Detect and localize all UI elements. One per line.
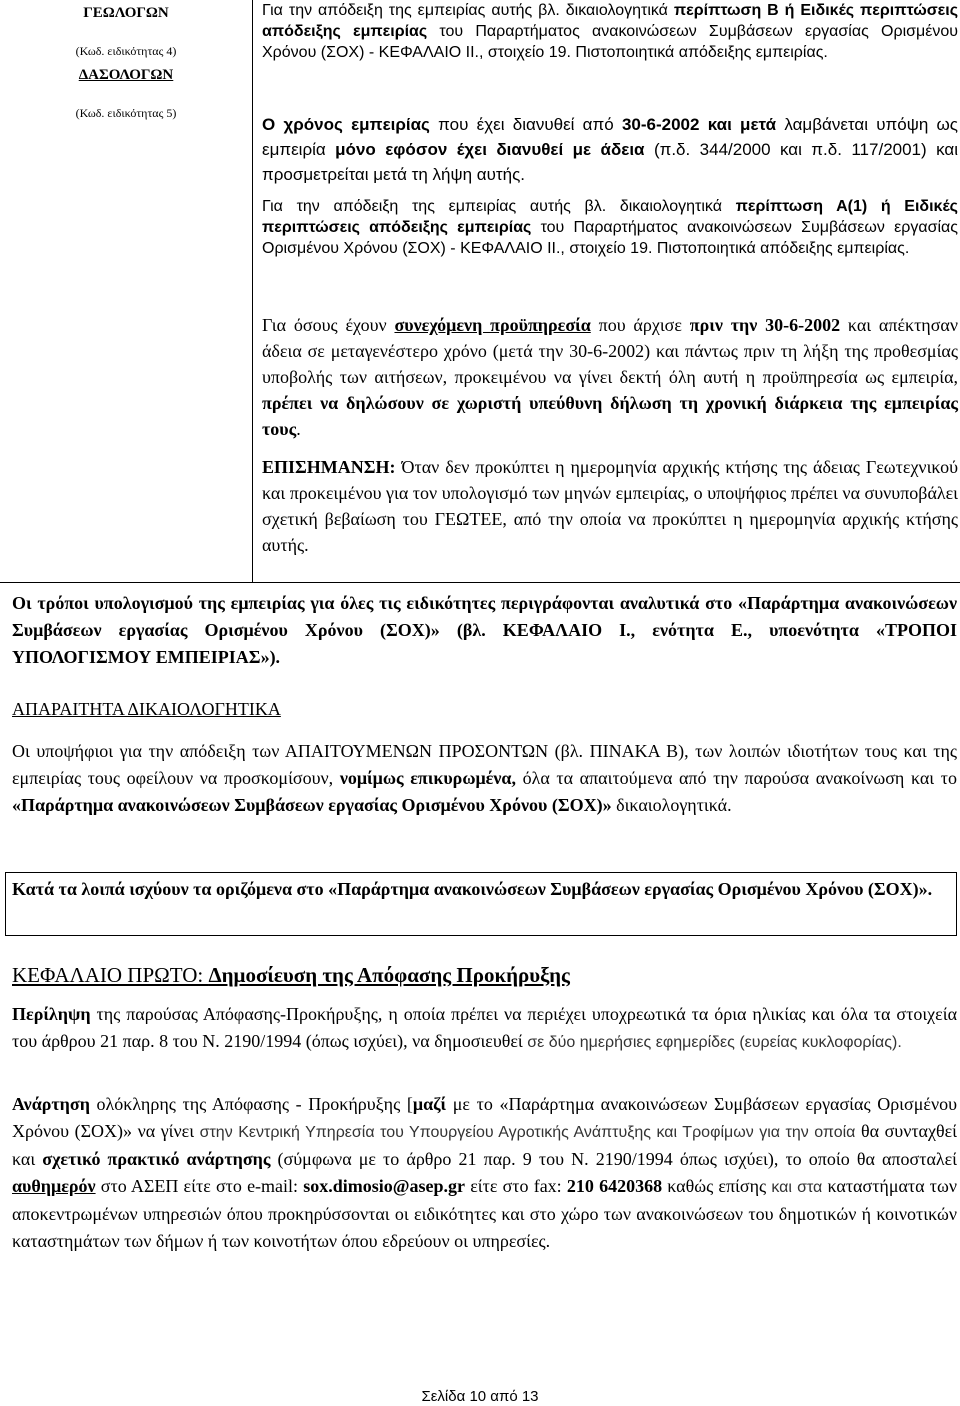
posting-paragraph: Ανάρτηση ολόκληρης της Απόφασης - Προκήρυξης [μαζί με το «Παράρτημα ανακοινώσεων Συμβάσεων εργασίας Ορισμένου Χρόνου (ΣΟΧ)» να γίνει στην Κεντρική Υπηρεσία του Υπουργείου Αγροτικής Ανάπτυξης και Τροφίμων για την οποία θα συνταχθεί και σχετικό πρακτικό ανάρτησης (σύμφωνα με το άρθρο 21 παρ. 9 του Ν. 2190/1994 όπως ισχύει), το οποίο θα αποσταλεί αυθημερόν στο ΑΣΕΠ είτε στο e-mail: sox.dimosio@asep.gr είτε στο fax: 210 6420368 καθώς επίσης και στα καταστήματα των αποκεντρωμένων υπηρεσιών όπου προκηρύσσονται οι ειδικότητες και στο χώρο των ανακοινώσεων του δημοτικών ή κοινοτικών καταστημάτων των δήμων ή των κοινοτήτων όπου εδρεύουν οι υπηρεσίες. <box>12 1094 958 1251</box>
calculation-methods: Οι τρόποι υπολογισμού της εμπειρίας για όλες τις ειδικότητες περιγράφονται αναλυτικά στο «Παράρτημα ανακοινώσεων Συμβάσεων εργασίας Ορισμένου Χρόνου (ΣΟΧ)» (βλ. ΚΕΦΑΛΑΙΟ Ι., ενότητα Ε., υποενότητα «ΤΡΟΠΟΙ ΥΠΟΛΟΓΙΣΜΟΥ ΕΜΠΕΙΡΙΑΣ»). <box>12 593 957 667</box>
experience-license-note: Ο χρόνος εμπειρίας που έχει διανυθεί από 30-6-2002 και μετά λαμβάνεται υπόψη ως εμπειρία μόνο εφόσον έχει διανυθεί με άδεια (π.δ. 344/2000 και π.δ. 117/2001) και προσμετρείται μετά τη λήψη αυτής. <box>262 115 958 184</box>
specialty-foresters: ΔΑΣΟΛΟΓΩΝ <box>78 67 174 83</box>
experience-proof-b: Για την απόδειξη της εμπειρίας αυτής βλ. δικαιολογητικά περίπτωση Β ή Ειδικές περιπτώσεις απόδειξης εμπειρίας του Παραρτήματος ανακοινώσεων Συμβάσεων εργασίας Ορισμένου Χρόνου (ΣΟΧ) - ΚΕΦΑΛΑΙΟ ΙΙ., στοιχείο 19. Πιστοποιητικά απόδειξης εμπειρίας. <box>262 2 959 61</box>
boxed-note-text: Κατά τα λοιπά ισχύουν τα οριζόμενα στο «Παράρτημα ανακοινώσεων Συμβάσεων εργασίας Ορισμένου Χρόνου (ΣΟΧ)». <box>12 879 933 899</box>
geotee-notice: ΕΠΙΣΗΜΑΝΣΗ: Όταν δεν προκύπτει η ημερομηνία αρχικής κτήσης της άδειας Γεωτεχνικού και προκειμένου για τον υπολογισμό των μηνών εμπειρίας, ο υποψήφιος πρέπει να συνυποβάλει σχετική βεβαίωση του ΓΕΩΤΕΕ, από την οποία να προκύπτει η ημερομηνία αρχικής κτήσης αυτής. <box>262 457 958 555</box>
specialty-column <box>0 0 253 582</box>
continuous-service-note: Για όσους έχουν συνεχόμενη προϋπηρεσία που άρχισε πριν την 30-6-2002 και απέκτησαν άδεια σε μεταγενέστερο χρόνο (μετά την 30-6-2002) και πάντως πριν τη λήξη της προθεσμίας υποβολής των αιτήσεων, προκειμένου να γίνει δεκτή όλη αυτή η προϋπηρεσία ως εμπειρία, πρέπει να δηλώσουν σε χωριστή υπεύθυνη δήλωση τη χρονική διάρκεια της εμπειρίας τους. <box>262 315 958 439</box>
experience-proof-a1: Για την απόδειξη της εμπειρίας αυτής βλ. δικαιολογητικά περίπτωση Α(1) ή Ειδικές περιπτώσεις απόδειξης εμπειρίας του Παραρτήματος ανακοινώσεων Συμβάσεων εργασίας Ορισμένου Χρόνου (ΣΟΧ) - ΚΕΦΑΛΑΙΟ ΙΙ., στοιχείο 19. Πιστοποιητικά απόδειξης εμπειρίας. <box>262 198 959 257</box>
specialty-code-5: (Κωδ. ειδικότητας 5) <box>75 106 177 120</box>
required-documents-text: Οι υποψήφιοι για την απόδειξη των ΑΠΑΙΤΟΥΜΕΝΩΝ ΠΡΟΣΟΝΤΩΝ (βλ. ΠΙΝΑΚΑ Β), των λοιπών ιδιοτήτων τους και της εμπειρίας τους οφείλουν να προσκομίσουν, νομίμως επικυρωμένα, όλα τα απαιτούμενα από την παρούσα ανακοίνωση και το «Παράρτημα ανακοινώσεων Συμβάσεων εργασίας Ορισμένου Χρόνου (ΣΟΧ)» δικαιολογητικά. <box>12 741 957 815</box>
summary-paragraph: Περίληψη της παρούσας Απόφασης-Προκήρυξης, η οποία πρέπει να περιέχει υποχρεωτικά τα όρια ηλικίας και όλα τα στοιχεία του άρθρου 21 παρ. 8 του Ν. 2190/1994 (όπως ισχύει), να δημοσιευθεί σε δύο ημερήσιες εφημερίδες (ευρείας κυκλοφορίας). <box>12 1004 957 1051</box>
specialty-code-4: (Κωδ. ειδικότητας 4) <box>75 44 177 58</box>
page-number: Σελίδα 10 από 13 <box>421 1388 539 1405</box>
chapter-heading: ΚΕΦΑΛΑΙΟ ΠΡΩΤΟ: Δημοσίευση της Απόφασης Προκήρυξης <box>12 963 570 987</box>
specialty-geologists: ΓΕΩΛΟΓΩΝ <box>83 5 169 21</box>
required-documents-heading: ΑΠΑΡΑΙΤΗΤΑ ΔΙΚΑΙΟΛΟΓΗΤΙΚΑ <box>12 699 281 719</box>
table-bottom-border <box>0 582 960 583</box>
specialties-table <box>0 0 960 582</box>
email-link: sox.dimosio@asep.gr <box>303 1176 465 1196</box>
